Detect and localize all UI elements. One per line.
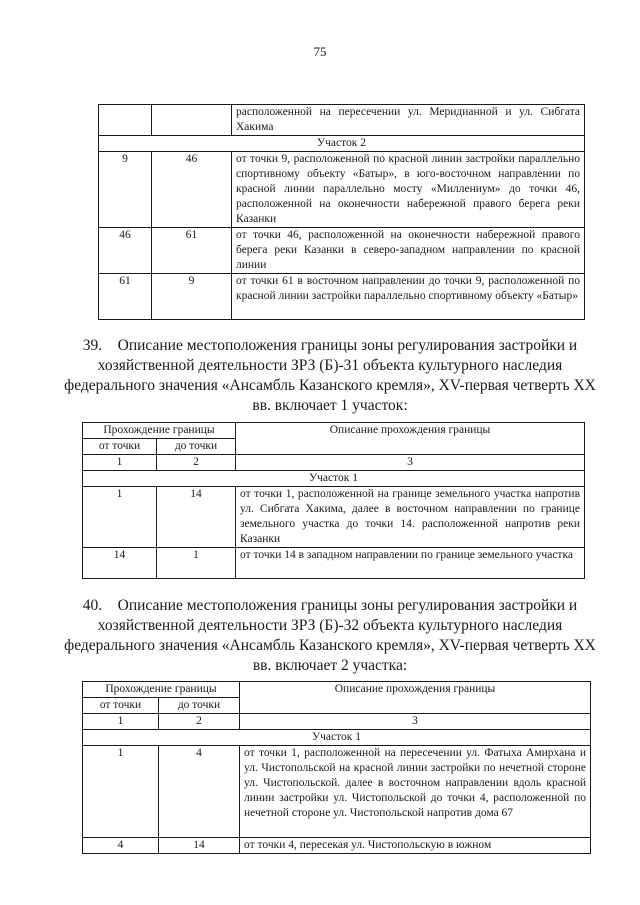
column-index: 3 (236, 455, 585, 471)
description-cell: от точки 46, расположенной на оконечности набережной правого берега реки Казанки в северо-западном направлении по красной линии (232, 228, 585, 274)
table-row (83, 548, 585, 579)
section-heading-39: 39. Описание местоположения границы зоны регулирования застройки и хозяйственной деятельности ЗРЗ (Б)-31 объекта культурного наследия федерального значения «Ансамбль Казанского кремля», XV-первая четверть XX вв. включает 1 участок: (64, 337, 596, 414)
from-point-cell: 1 (83, 487, 157, 548)
description-cell: от точки 1, расположенной на пересечении ул. Фатыха Амирхана и ул. Чистопольской на красной линии застройки по нечетной стороне ул. Чистопольской. далее в восточном направлении вдоль красной линии застройки ул. Чистопольской до точки 4, расположенной по нечетной стороне ул. Чистопольской напротив дома 67 (240, 746, 591, 838)
header-row (83, 423, 585, 439)
header-boundary-group: Прохождение границы (83, 423, 236, 439)
to-point-cell: 14 (157, 487, 236, 548)
from-point-cell: 61 (99, 274, 152, 320)
description-cell: от точки 61 в восточном направлении до точки 9, расположенной по красной линии застройки параллельно спортивному объекту «Батыр» (232, 274, 585, 320)
table-row (99, 105, 585, 136)
index-row (83, 714, 591, 730)
header-to-point: до точки (159, 698, 240, 714)
from-point-cell: 4 (83, 838, 159, 854)
to-point-cell: 9 (152, 274, 232, 320)
to-point-cell: 61 (152, 228, 232, 274)
table-row (99, 152, 585, 228)
description-cell: от точки 14 в западном направлении по границе земельного участка (236, 548, 585, 579)
header-row (83, 682, 591, 698)
boundary-table-zrz-31 (82, 422, 585, 579)
column-index: 1 (83, 455, 157, 471)
header-boundary-group: Прохождение границы (83, 682, 240, 698)
to-point-cell: 4 (159, 746, 240, 838)
table-row (83, 746, 591, 838)
table-row (99, 228, 585, 274)
description-cell: от точки 1, расположенной на границе земельного участка напротив ул. Сибгата Хакима, далее в восточном направлении по границе земельного участка до точки 14. расположенной напротив реки Казанки (236, 487, 585, 548)
from-point-cell: 46 (99, 228, 152, 274)
to-point-cell: 1 (157, 548, 236, 579)
table-row (83, 838, 591, 854)
section-label: Участок 2 (99, 136, 585, 152)
section-row (83, 471, 585, 487)
to-point-cell (152, 105, 232, 136)
section-heading-40: 40. Описание местоположения границы зоны регулирования застройки и хозяйственной деятельности ЗРЗ (Б)-32 объекта культурного наследия федерального значения «Ансамбль Казанского кремля», XV-первая четверть XX вв. включает 2 участка: (64, 597, 596, 674)
boundary-table-zrz-32 (82, 681, 591, 854)
page-number: 75 (313, 44, 327, 59)
table-row (83, 487, 585, 548)
from-point-cell: 14 (83, 548, 157, 579)
column-index: 3 (240, 714, 591, 730)
index-row (83, 455, 585, 471)
from-point-cell: 1 (83, 746, 159, 838)
table-row (99, 274, 585, 320)
to-point-cell: 14 (159, 838, 240, 854)
header-description: Описание прохождения границы (236, 423, 585, 455)
section-label: Участок 1 (83, 471, 585, 487)
from-point-cell: 9 (99, 152, 152, 228)
to-point-cell: 46 (152, 152, 232, 228)
column-index: 1 (83, 714, 159, 730)
section-row (99, 136, 585, 152)
column-index: 2 (157, 455, 236, 471)
from-point-cell (99, 105, 152, 136)
header-from-point: от точки (83, 439, 157, 455)
section-row (83, 730, 591, 746)
boundary-table-continued (98, 104, 585, 320)
header-description: Описание прохождения границы (240, 682, 591, 714)
header-to-point: до точки (157, 439, 236, 455)
section-label: Участок 1 (83, 730, 591, 746)
description-cell: от точки 4, пересекая ул. Чистопольскую в южном (240, 838, 591, 854)
column-index: 2 (159, 714, 240, 730)
description-cell: расположенной на пересечении ул. Меридианной и ул. Сибгата Хакима (232, 105, 585, 136)
description-cell: от точки 9, расположенной по красной линии застройки параллельно спортивному объекту «Батыр», в юго-восточном направлении по красной линии параллельно мосту «Миллениум» до точки 46, расположенной на оконечности набережной правого берега реки Казанки (232, 152, 585, 228)
header-from-point: от точки (83, 698, 159, 714)
